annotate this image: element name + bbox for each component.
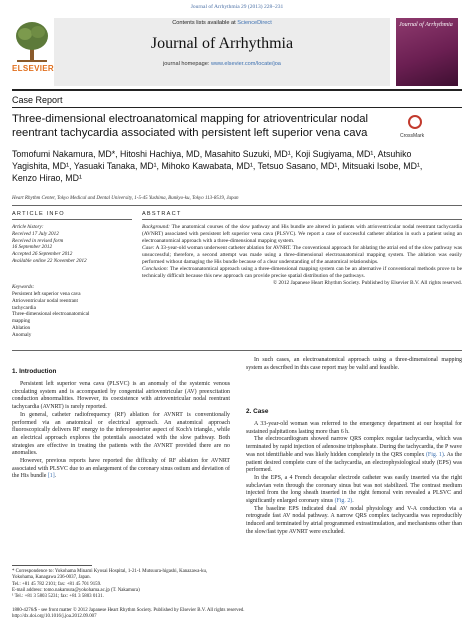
conclusion-text: The electroanatomical approach using a three-dimensional mapping system can be an alternative if conventional methods prove to be technically difficult because this new approach can provide precise spatial distribution of the pathways. (142, 266, 462, 279)
keyword-item: Ablation (12, 324, 31, 331)
history-label: Article history: (12, 224, 44, 230)
header-divider (12, 89, 462, 91)
journal-name: Journal of Arrhythmia (150, 35, 294, 52)
keywords-label: Keywords: (12, 284, 35, 290)
case-heading: 2. Case (246, 408, 269, 415)
case-paragraph: The baseline EPS indicated dual AV nodal physiology and V-A conduction via a retrograde fast AV nodal pathway. A narrow QRS complex tachycardia was reproducibly induced and terminated by atrial programmed extrastimulation, and mechanisms other than the slow/fast type AVNRT were excluded. (246, 505, 462, 535)
case-p3-text: In the EPS, a 4 French decapolar electrode catheter was easily inserted via the right subclavian vein through the coronary sinus but was not stabilized. The contrast medium injected from the long sheath inserted in the right femoral vein revealed a PLSVC and significantly enlarged coronary sinus (246, 474, 462, 505)
intro-continued-paragraph: In such cases, an electroanatomical approach using a three-dimensional mapping system as described in this case report may be valid and feasible. (246, 357, 462, 371)
author-phone-note: ¹ Tel.: +81 3 5803 5231; fax: +81 3 5803 0131. (12, 594, 104, 600)
article-info-heading: ARTICLE INFO (12, 211, 65, 217)
footnotes (12, 569, 230, 600)
case-p3-end: . (352, 498, 354, 505)
abstract-background (142, 224, 462, 245)
elsevier-tree-logo (13, 20, 51, 64)
article-title: Three-dimensional electroanatomical mapping for atrioventricular nodal reentrant tachycardia associated with persistent left superior vena cava (12, 113, 369, 139)
correspondence-note: * Correspondence to: Yokohama Minami Kyosai Hospital, 1-21-1 Mutsuura-higashi, Kanazawa-ku, Yokohama, Kanagawa 236-0037, Japan. (12, 569, 208, 581)
intro-paragraph (12, 458, 230, 481)
keyword-item: tachycardia (12, 304, 36, 311)
publication-info (12, 608, 462, 621)
homepage-line (54, 61, 390, 67)
doi-link[interactable]: http://dx.doi.org/10.1016/j.joa.2012.09.007 (12, 614, 97, 620)
running-head: Journal of Arrhythmia 29 (2013) 228–231 (190, 4, 284, 10)
history-item: 16 September 2012 (12, 244, 53, 251)
title-divider (12, 107, 462, 108)
right-column-intro (246, 357, 462, 372)
article-type: Case Report (12, 95, 63, 105)
case-paragraph (246, 436, 462, 475)
case-body (246, 421, 462, 537)
case-text: A 33-year-old woman underwent catheter ablation for AVNRT. The conventional approach for ablating the atrial end of the slow pathway was unsuccessful; therefore, a second attempt was made using a three-dimensional electroanatomical mapping system. The ablation was easily performed without damaging the His bundle because of a clear understanding of the anatomical relationships. (142, 245, 462, 265)
history-item: Received in revised form (12, 237, 64, 244)
article-history (12, 224, 132, 265)
email-note[interactable]: E-mail address: tomo.nakamura@yokohama.ac.jp (T. Nakamura) (12, 587, 140, 593)
history-item: Available online 22 November 2012 (12, 257, 87, 264)
info-divider (12, 205, 462, 206)
keyword-list (12, 291, 132, 339)
keyword-item: Atrioventricular nodal reentrant (12, 297, 78, 304)
reference-link[interactable]: [1] (47, 473, 55, 480)
conclusion-label: Conclusion: (142, 266, 169, 272)
background-text: The anatomical courses of the slow pathway and His bundle are altered in patients with atrioventricular nodal reentrant tachycardia (AVNRT) associated with persistent left superior vena cava (PLSVC). We report a case of successful catheter ablation in such a patient using an electroanatomical approach with a three-dimensional mapping system. (142, 224, 462, 244)
intro-p3-text: However, previous reports have reported the difficulty of RF ablation for AVNRT associated with PLSVC due to an enlargement of the coronary sinus ostium and deviation of the His bundle (12, 458, 230, 480)
case-p2-end: . As the patient desired complete cure of the tachycardia, an electrophysiological study (EPS) was performed. (246, 451, 462, 474)
keyword-item: mapping (12, 318, 31, 325)
intro-p3-end: . (54, 473, 57, 480)
keyword-item: Three-dimensional electroanatomical (12, 311, 90, 318)
contents-line (54, 20, 390, 26)
abstract-rule (142, 219, 462, 220)
abstract-copyright: © 2012 Japanese Heart Rhythm Society. Published by Elsevier B.V. All rights reserved. (273, 280, 462, 286)
contents-prefix: Contents lists available at (172, 20, 238, 26)
background-label: Background: (142, 224, 170, 230)
keyword-item: Persistent left superior vena cava (12, 291, 81, 297)
body-divider (12, 350, 462, 351)
crossmark-icon[interactable] (408, 115, 422, 129)
homepage-prefix: journal homepage: (163, 61, 211, 67)
history-item: Accepted 26 September 2012 (12, 251, 73, 258)
telephone-note: Tel.: +81 45 782 2101; fax: +81 45 701 9159. (12, 581, 102, 587)
intro-paragraph: Persistent left superior vena cava (PLSVC) is an anomaly of the systemic venous circulating system and is accompanied by congenital atrioventricular (AV) preexcitation conduction abnormalities. However, its coexistence with atrioventricular nodal reentrant tachycardia (AVNRT) is rarely reported. (12, 381, 230, 411)
abstract-body (142, 224, 462, 287)
intro-paragraph: In general, catheter radiofrequency (RF) ablation for AVNRT is conventionally performed via an anatomical or electrical approach. An anatomical approach fluoroscopically delivers RF energy to the inferoposterior aspect of Koch's triangle., while an electrical approach explores the potentials associated with the slow pathway. Both strategies are effective in treating the patients with the AVNRT provided there are no anomalies. (12, 411, 230, 457)
affiliation: Heart Rhythm Center, Tokyo Medical and Dental University, 1-5-45 Yushima, Bunkyo-ku, Tokyo 113-8519, Japan (12, 196, 239, 201)
abstract-case (142, 245, 462, 266)
article-info-rule (12, 219, 132, 220)
abstract-conclusion (142, 266, 462, 280)
footnote-rule (12, 565, 92, 566)
introduction-heading: 1. Introduction (12, 368, 57, 375)
case-p2-text: The electrocardiogram showed narrow QRS complex regular tachycardia, which was terminated by rapid injection of adenosine triphosphate. During the tachycardia, the P wave was not identifiable and was likely hidden completely in the QRS complex (246, 436, 462, 458)
figure-2-link[interactable]: (Fig. 2) (334, 498, 353, 505)
case-paragraph (246, 475, 462, 506)
case-paragraph: A 33-year-old woman was referred to the emergency department at our hospital for sustained palpitations lasting more than 6 h. (246, 421, 462, 435)
figure-1-link[interactable]: (Fig. 1) (425, 451, 444, 458)
homepage-link[interactable]: www.elsevier.com/locate/joa (210, 61, 281, 67)
issn-line: 1880-4276/$ - see front matter © 2012 Japanese Heart Rhythm Society. Published by Elsevier B.V. All rights reserved. (12, 608, 245, 613)
sciencedirect-link[interactable]: ScienceDirect (237, 20, 272, 26)
case-label: Case: (142, 245, 155, 251)
abstract-heading: ABSTRACT (142, 211, 182, 217)
keyword-item: Anomaly (12, 331, 32, 338)
cover-title: Journal of Arrhythmia (399, 22, 453, 28)
author-list: Tomofumi Nakamura, MD*, Hitoshi Hachiya, MD, Masahito Suzuki, MD¹, Koji Sugiyama, MD¹, Atsuhiko Yagishita, MD¹, Yasuaki Tanaka, MD¹, Mihoko Kawabata, MD¹, Tetsuo Sasano, MD¹, Mitsuaki Isobe, MD¹, Kenzo Hirao, MD¹ (12, 149, 423, 183)
crossmark-label: CrossMark (400, 133, 425, 139)
elsevier-wordmark: ELSEVIER (12, 64, 54, 73)
introduction-body (12, 381, 230, 481)
history-item: Received 17 July 2012 (12, 230, 59, 237)
